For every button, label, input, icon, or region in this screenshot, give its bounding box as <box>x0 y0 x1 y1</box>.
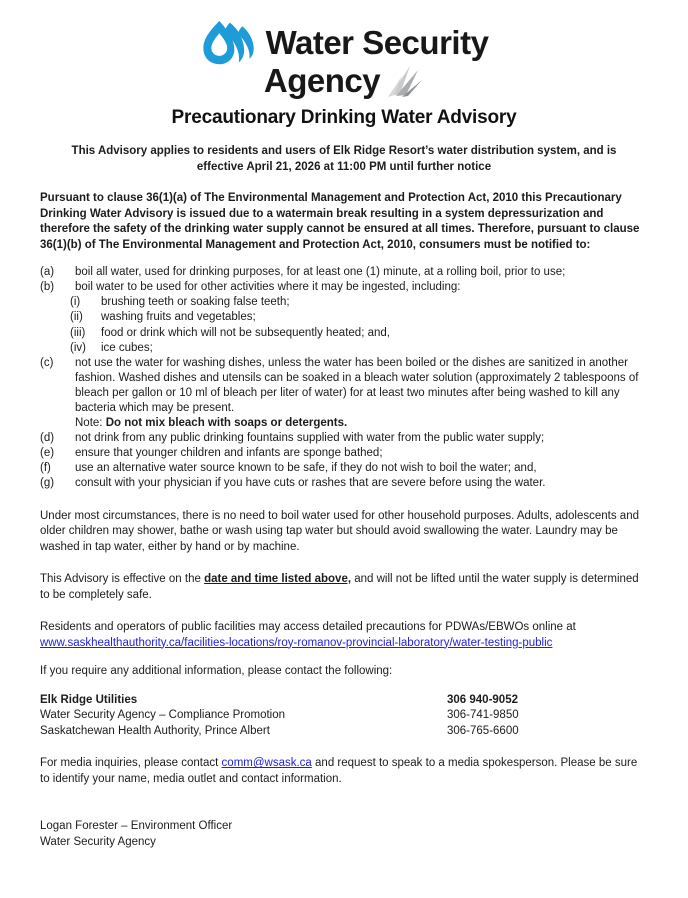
directive-text: use an alternative water source known to be safe, if they do not wish to boil the water; and, <box>75 462 537 475</box>
page-title: Precautionary Drinking Water Advisory <box>171 106 517 128</box>
note-label: Note: <box>75 417 106 430</box>
directive-subitem-i <box>70 295 648 310</box>
signature-block <box>40 819 648 850</box>
contact-intro: If you require any additional information, please contact the following: <box>40 665 393 678</box>
logo-row <box>40 20 648 66</box>
contact-row-sha <box>40 724 648 740</box>
contact-phone: 306 940-9052 <box>447 693 518 706</box>
directive-item-e <box>40 446 648 461</box>
org-name-line1: Water Security <box>265 24 489 62</box>
directive-item-a <box>40 265 648 280</box>
directive-item-d <box>40 431 648 446</box>
subitem-label: (iii) <box>70 326 86 339</box>
signature-org: Water Security Agency <box>40 835 156 848</box>
subitem-label: (i) <box>70 296 81 309</box>
intro-paragraph: This Advisory applies to residents and users of Elk Ridge Resort’s water distribution system, and is effective April 21, 2026 at 11:00 PM until further notice <box>71 144 617 173</box>
directive-c-body: not use the water for washing dishes, unless the water has been boiled or the dishes are sanitized in another fashion. Washed dishes and utensils can be soaked in a bleach water solution (approximately 2 tablespoons of bleach per gallon or 10 ml of bleach per liter of water) for at least two minutes after being washed to kill any bacteria which may be present. <box>75 356 639 414</box>
directive-text: ensure that younger children and infants are sponge bathed; <box>75 447 383 460</box>
directive-label: (a) <box>40 266 55 279</box>
directive-subitem-ii <box>70 310 648 325</box>
subitem-text: brushing teeth or soaking false teeth; <box>101 296 290 309</box>
contact-phone: 306-765-6600 <box>447 724 519 737</box>
contact-row-wsa <box>40 708 648 724</box>
water-testing-link[interactable]: www.saskhealthauthority.ca/facilities-locations/roy-romanov-provincial-laboratory/water-testing-public <box>40 636 553 649</box>
directive-label: (d) <box>40 432 55 445</box>
subitem-label: (iv) <box>70 341 86 354</box>
subitem-label: (ii) <box>70 311 83 324</box>
directive-text <box>75 356 648 431</box>
effective-emphasis: date and time listed above, <box>204 573 352 586</box>
header <box>40 20 648 129</box>
directive-label: (c) <box>40 356 54 369</box>
directive-subitem-iii <box>70 326 648 341</box>
media-prefix: For media inquiries, please contact <box>40 757 222 770</box>
contacts-table <box>40 693 648 740</box>
effective-paragraph <box>40 572 648 603</box>
directive-text: not drink from any public drinking fountains supplied with water from the public water supply; <box>75 432 545 445</box>
effective-prefix: This Advisory is effective on the <box>40 573 205 586</box>
contact-name: Water Security Agency – Compliance Promotion <box>40 709 286 722</box>
directive-label: (b) <box>40 281 55 294</box>
contact-row-elk-ridge <box>40 693 648 709</box>
contact-name: Elk Ridge Utilities <box>40 693 138 706</box>
note-bold-text: Do not mix bleach with soaps or detergents. <box>105 417 348 430</box>
org-name-line2: Agency <box>263 62 381 99</box>
media-paragraph <box>40 756 648 787</box>
directive-label: (e) <box>40 447 55 460</box>
subitem-text: food or drink which will not be subsequently heated; and, <box>101 326 390 339</box>
water-droplet-swoosh-icon <box>200 20 258 66</box>
subitem-text: washing fruits and vegetables; <box>101 311 256 324</box>
directive-text: boil all water, used for drinking purposes, for at least one (1) minute, at a rolling boil, prior to use; <box>75 266 566 279</box>
directive-item-b <box>40 280 648 295</box>
media-email-link[interactable]: comm@wsask.ca <box>221 757 312 770</box>
note-line <box>75 416 648 431</box>
signature-name: Logan Forester – Environment Officer <box>40 820 233 833</box>
directive-text: consult with your physician if you have cuts or rashes that are severe before using the water. <box>75 477 546 490</box>
subitem-text: ice cubes; <box>101 341 153 354</box>
online-prefix: Residents and operators of public facilities may access detailed precautions for PDWAs/EBWOs online at <box>40 621 576 634</box>
media-suffix: and request to speak to a media spokesperson. Please be sure to identify your name, media outlet and contact information. <box>40 757 638 785</box>
directive-label: (f) <box>40 462 51 475</box>
directive-subitem-iv <box>70 341 648 356</box>
online-resources-paragraph <box>40 620 648 651</box>
directive-item-f <box>40 461 648 476</box>
directive-text: boil water to be used for other activities where it may be ingested, including: <box>75 281 461 294</box>
legal-paragraph: Pursuant to clause 36(1)(a) of The Environmental Management and Protection Act, 2010 this Precautionary Drinking Water Advisory is issued due to a watermain break resulting in a system depressurization and therefore the safety of the drinking water supply cannot be ensured at all times. Therefore, pursuant to clause 36(1)(b) of The Environmental Management and Protection Act, 2010, consumers must be notified to: <box>40 192 640 251</box>
contact-phone: 306-741-9850 <box>447 709 519 722</box>
household-paragraph: Under most circumstances, there is no need to boil water used for other household purposes. Adults, adolescents and older children may shower, bathe or wash using tap water but should avoid swallowing the water. Laundry may be washed in tap water, either by hand or by machine. <box>40 509 639 553</box>
wheat-sheaf-icon <box>384 64 424 98</box>
contact-name: Saskatchewan Health Authority, Prince Albert <box>40 724 270 737</box>
logo-row-2 <box>40 62 648 100</box>
directive-item-c <box>40 356 648 431</box>
directive-item-g <box>40 476 648 491</box>
directives-list <box>40 265 648 491</box>
effective-suffix: and will not be lifted until the water supply is determined to be completely safe. <box>40 573 639 601</box>
directive-label: (g) <box>40 477 55 490</box>
